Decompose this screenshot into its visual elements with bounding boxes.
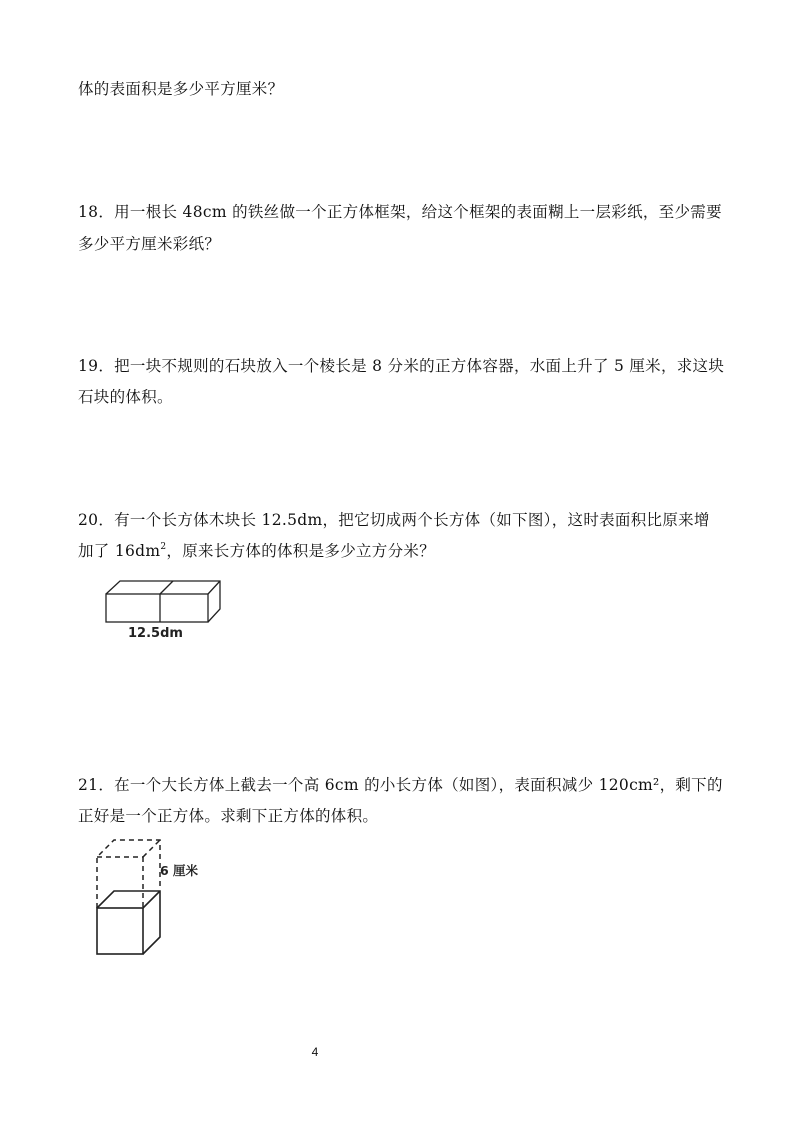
q21-figure-label: 6 厘米 xyxy=(160,863,199,878)
q19-line-2: 石块的体积。 xyxy=(78,388,173,406)
q21-line-1: 21．在一个大长方体上截去一个高 6cm 的小长方体（如图），表面积减少 120cm²，剩下的 xyxy=(78,776,723,794)
q19-line-1: 19．把一块不规则的石块放入一个棱长是 8 分米的正方体容器，水面上升了 5 厘米，求这块 xyxy=(78,357,725,375)
q20-superscript: 2 xyxy=(160,541,167,552)
q21-line-2: 正好是一个正方体。求剩下正方体的体积。 xyxy=(78,807,379,825)
q20-line-1: 20．有一个长方体木块长 12.5dm，把它切成两个长方体（如下图），这时表面积比原来增 xyxy=(78,511,710,529)
q20-figure-label: 12.5dm xyxy=(128,626,183,641)
q21-cube-figure xyxy=(90,833,220,963)
page-number: 4 xyxy=(311,1045,319,1059)
carry-over-text: 体的表面积是多少平方厘米？ xyxy=(78,80,284,98)
q20-line-2 xyxy=(78,540,435,562)
q20-line-2-end: ，原来长方体的体积是多少立方分米？ xyxy=(166,542,436,560)
q18-line-2: 多少平方厘米彩纸？ xyxy=(78,235,221,253)
q20-cuboid-figure xyxy=(100,577,230,647)
q20-line-2-start: 加了 16dm xyxy=(78,542,161,560)
q18-line-1: 18．用一根长 48cm 的铁丝做一个正方体框架，给这个框架的表面糊上一层彩纸，至少需要 xyxy=(78,203,722,221)
